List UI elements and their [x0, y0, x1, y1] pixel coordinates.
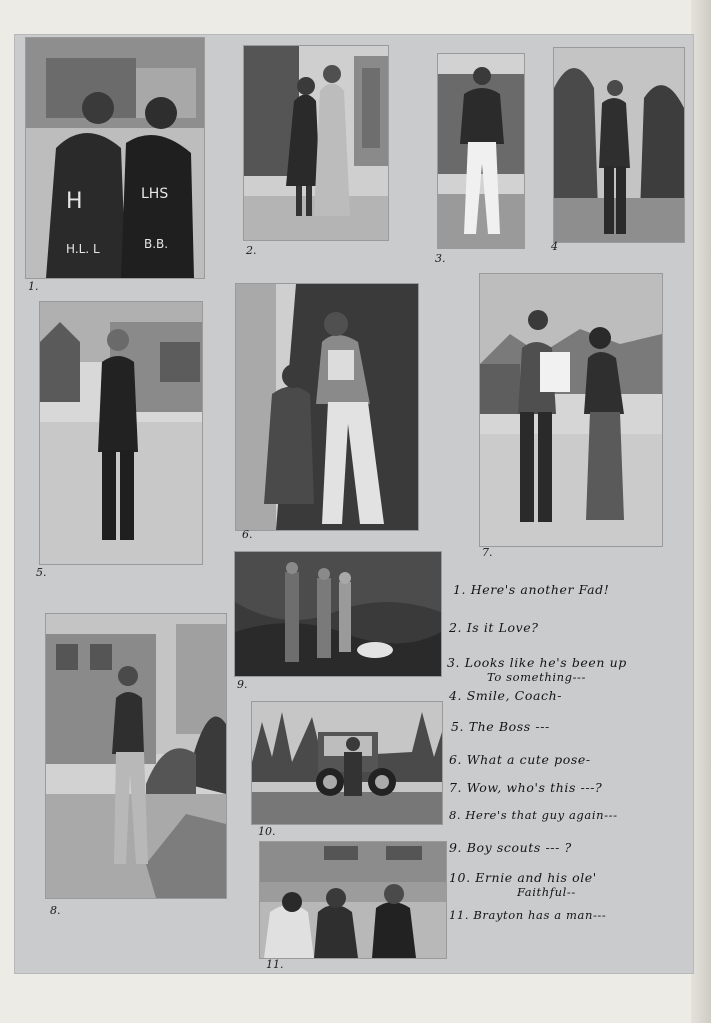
- caption-10: 10. Ernie and his ole': [449, 870, 597, 885]
- caption-1: 1. Here's another Fad!: [453, 582, 610, 597]
- photo-1: [26, 38, 204, 278]
- page-binding-shadow: [691, 0, 711, 1023]
- svg-text:B.B.: B.B.: [144, 237, 169, 251]
- caption-3: 3. Looks like he's been up: [447, 655, 627, 670]
- photo-10-number: 10.: [258, 825, 276, 838]
- photo-4-image: [554, 48, 684, 242]
- photo-7-image: [480, 274, 662, 546]
- photo-5-image: [40, 302, 202, 564]
- photo-6: [236, 284, 418, 530]
- caption-8: 8. Here's that guy again---: [449, 808, 618, 822]
- photo-7-number: 7.: [482, 546, 493, 559]
- photo-5-number: 5.: [36, 566, 47, 579]
- photo-1-number: 1.: [28, 280, 39, 293]
- svg-text:LHS: LHS: [141, 186, 169, 202]
- photo-9: [235, 552, 441, 676]
- caption-2: 2. Is it Love?: [449, 620, 539, 635]
- photo-1-image: [26, 38, 204, 278]
- caption-9: 9. Boy scouts --- ?: [449, 840, 572, 855]
- photo-9-number: 9.: [237, 678, 248, 691]
- caption-10-continued: Faithful--: [517, 885, 576, 899]
- caption-4: 4. Smile, Coach-: [449, 688, 563, 703]
- photo-6-image: [236, 284, 418, 530]
- photo-3-image: [438, 54, 524, 248]
- svg-text:H: H: [66, 189, 83, 214]
- photo-3: [438, 54, 524, 248]
- photo-10: [252, 702, 442, 824]
- photo-8-number: 8.: [50, 904, 61, 917]
- photo-11: [260, 842, 446, 958]
- photo-5: [40, 302, 202, 564]
- svg-text:H.L. L: H.L. L: [66, 242, 100, 256]
- photo-2-number: 2.: [246, 244, 257, 257]
- scrapbook-board: [14, 34, 694, 974]
- caption-6: 6. What a cute pose-: [449, 752, 591, 767]
- caption-11: 11. Brayton has a man---: [449, 908, 607, 922]
- photo-6-number: 6.: [242, 528, 253, 541]
- photo-11-image: [260, 842, 446, 958]
- caption-3-continued: To something---: [487, 670, 587, 684]
- photo-2-image: [244, 46, 388, 240]
- photo-4: [554, 48, 684, 242]
- photo-8-image: [46, 614, 226, 898]
- caption-7: 7. Wow, who's this ---?: [449, 780, 603, 795]
- photo-8: [46, 614, 226, 898]
- photo-10-image: [252, 702, 442, 824]
- photo-7: [480, 274, 662, 546]
- photo-11-number: 11.: [266, 958, 284, 971]
- photo-4-number: 4: [551, 240, 558, 253]
- photo-9-image: [235, 552, 441, 676]
- caption-5: 5. The Boss ---: [451, 719, 550, 734]
- photo-3-number: 3.: [435, 252, 446, 265]
- photo-2: [244, 46, 388, 240]
